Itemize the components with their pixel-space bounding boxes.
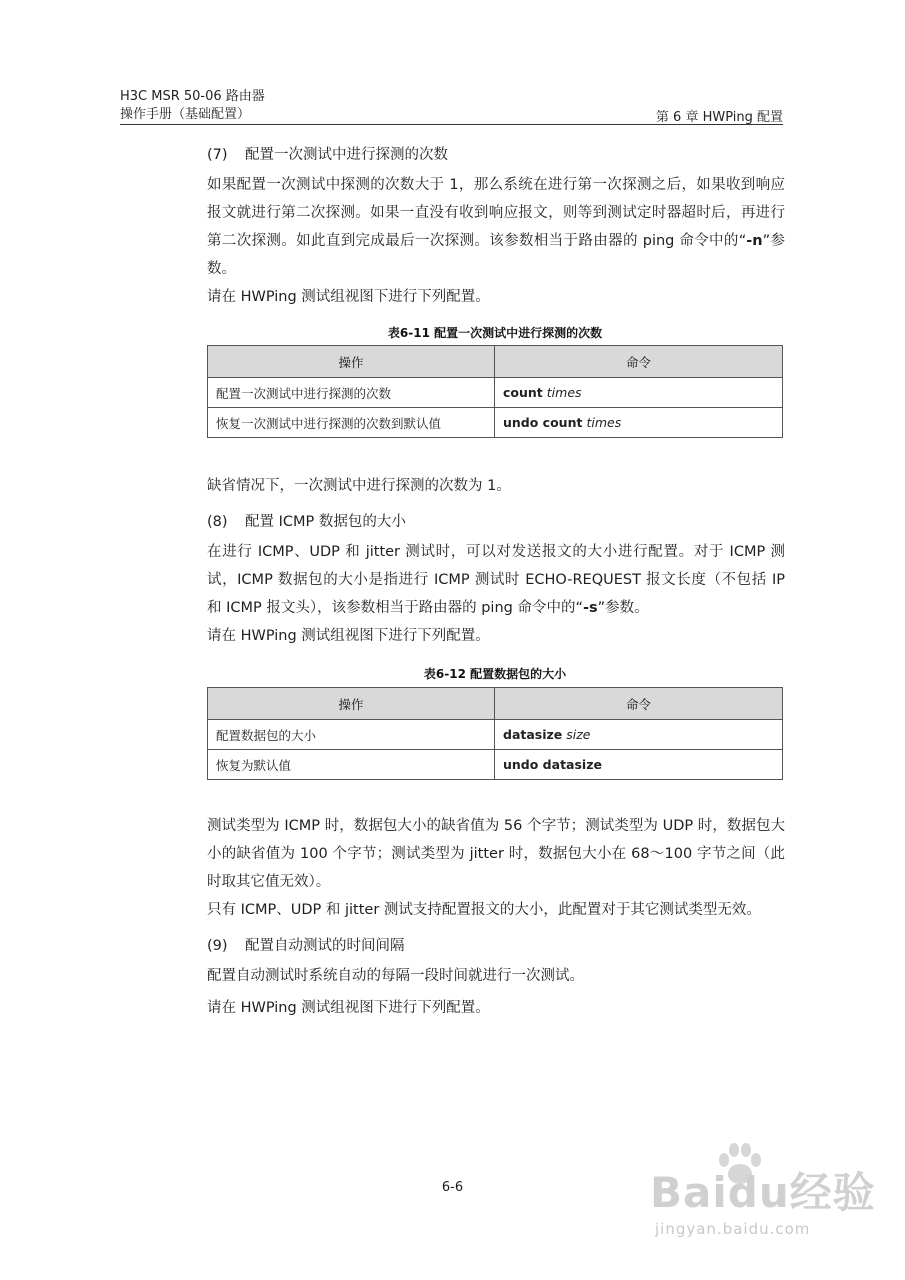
cell-operation: 配置一次测试中进行探测的次数 [208, 378, 495, 408]
section-7-title: 配置一次测试中进行探测的次数 [245, 147, 448, 163]
section-9-paragraph-2: 请在 HWPing 测试组视图下进行下列配置。 [207, 1000, 490, 1016]
command-keyword: undo datasize [503, 757, 602, 772]
column-header-operation: 操作 [208, 346, 495, 378]
cell-command [495, 720, 783, 750]
section-8-note-1: 测试类型为 ICMP 时，数据包大小的缺省值为 56 个字节；测试类型为 UDP 时，数据包大小的缺省值为 100 个字节；测试类型为 jitter 时，数据包大小在 68～100 字节之间（此时取其它值无效）。 [207, 818, 785, 890]
table-row [208, 408, 783, 438]
section-8-note-2: 只有 ICMP、UDP 和 jitter 测试支持配置报文的大小，此配置对于其它测试类型无效。 [207, 902, 761, 918]
table-row [208, 720, 783, 750]
section-8-para1-pre: 在进行 ICMP、UDP 和 jitter 测试时，可以对发送报文的大小进行配置。对于 ICMP 测试，ICMP 数据包的大小是指进行 ICMP 测试时 ECHO-REQUEST 报文长度（不包括 IP 和 ICMP 报文头），该参数相当于路由器的 ping 命令中的“ [207, 544, 785, 616]
section-7-default-note: 缺省情况下，一次测试中进行探测的次数为 1。 [207, 478, 511, 494]
watermark-brand: Baidu经验 [650, 1168, 876, 1217]
cell-command [495, 750, 783, 780]
column-header-command: 命令 [495, 688, 783, 720]
cell-operation: 恢复为默认值 [208, 750, 495, 780]
table-6-12-caption: 表6-12 配置数据包的大小 [423, 667, 567, 681]
header-rule [120, 124, 783, 125]
section-7-para1-pre: 如果配置一次测试中探测的次数大于 1，那么系统在进行第一次探测之后，如果收到响应报文就进行第二次探测。如果一直没有收到响应报文，则等到测试定时器超时后，再进行第二次探测。如此直到完成最后一次探测。该参数相当于路由器的 ping 命令中的“ [207, 177, 785, 249]
section-9-paragraph-1: 配置自动测试时系统自动的每隔一段时间就进行一次测试。 [207, 968, 584, 984]
table-header-row [208, 688, 783, 720]
table-row [208, 750, 783, 780]
page-number: 6-6 [441, 1180, 464, 1195]
section-7-para1-post: ”参数。 [207, 233, 785, 277]
command-argument: size [566, 727, 591, 742]
section-9-number: (9) [207, 938, 228, 954]
column-header-command: 命令 [495, 346, 783, 378]
cell-operation: 配置数据包的大小 [208, 720, 495, 750]
section-8-paragraph-2: 请在 HWPing 测试组视图下进行下列配置。 [207, 628, 490, 644]
table-6-11 [207, 345, 783, 438]
section-8-para1-post: ”参数。 [597, 600, 649, 616]
section-8-title: 配置 ICMP 数据包的大小 [245, 514, 406, 530]
section-7-paragraph-1 [207, 171, 785, 283]
command-keyword: count [503, 385, 543, 400]
table-header-row [208, 346, 783, 378]
section-9-title: 配置自动测试的时间间隔 [245, 938, 405, 954]
table-6-11-caption: 表6-11 配置一次测试中进行探测的次数 [387, 326, 603, 340]
section-7-para1-kw: -n [746, 233, 763, 249]
section-8-para1-kw: -s [582, 600, 598, 616]
cell-command [495, 378, 783, 408]
cell-command [495, 408, 783, 438]
section-7-heading [207, 141, 785, 169]
watermark-url: jingyan.baidu.com [655, 1220, 811, 1238]
column-header-operation: 操作 [208, 688, 495, 720]
table-row [208, 378, 783, 408]
section-9-heading [207, 932, 785, 960]
command-keyword: undo count [503, 415, 583, 430]
section-8-heading [207, 508, 785, 536]
table-6-12 [207, 687, 783, 780]
command-argument: times [546, 385, 582, 400]
section-7-number: (7) [207, 147, 228, 163]
section-7-paragraph-2: 请在 HWPing 测试组视图下进行下列配置。 [207, 289, 490, 305]
section-8-number: (8) [207, 514, 228, 530]
command-argument: times [586, 415, 622, 430]
header-chapter: 第 6 章 HWPing 配置 [655, 110, 783, 125]
section-8-paragraph-1 [207, 538, 785, 622]
header-manual: 操作手册（基础配置） [120, 107, 251, 122]
command-keyword: datasize [503, 727, 563, 742]
header-product: H3C MSR 50-06 路由器 [120, 89, 265, 104]
cell-operation: 恢复一次测试中进行探测的次数到默认值 [208, 408, 495, 438]
